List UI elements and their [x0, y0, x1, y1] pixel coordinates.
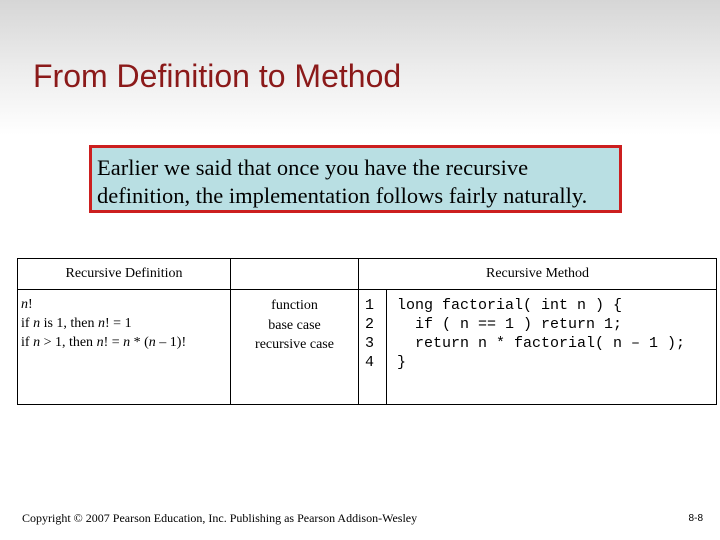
line-number: 1	[365, 297, 375, 314]
case-label-function: function	[271, 298, 318, 313]
definition-line: n!	[21, 297, 33, 312]
case-label-recursive: recursive case	[255, 337, 334, 352]
line-number: 4	[365, 354, 375, 371]
code-cell	[387, 290, 717, 405]
slide-title: From Definition to Method	[33, 58, 402, 94]
case-labels-cell	[231, 290, 359, 405]
callout-box: Earlier we said that once you have the recursive definition, the implementation follows fairly naturally.	[89, 145, 622, 213]
line-numbers-cell	[359, 290, 387, 405]
definition-line: if n is 1, then n! = 1	[21, 316, 132, 331]
case-label-base: base case	[268, 317, 321, 333]
header-blank	[231, 259, 359, 290]
code-line: if ( n == 1 ) return 1;	[397, 316, 623, 333]
code-line: return n * factorial( n – 1 );	[397, 335, 686, 352]
page-number: 8-8	[688, 513, 703, 524]
copyright-footer: Copyright © 2007 Pearson Education, Inc. Publishing as Pearson Addison-Wesley	[22, 511, 418, 525]
code-line: long factorial( int n ) {	[397, 297, 623, 314]
definition-cell	[18, 290, 231, 405]
definition-method-table	[17, 258, 717, 405]
header-recursive-method: Recursive Method	[359, 259, 717, 290]
line-number: 3	[365, 335, 375, 352]
header-recursive-definition: Recursive Definition	[18, 259, 231, 290]
code-line: }	[397, 354, 407, 371]
definition-line: if n > 1, then n! = n * (n – 1)!	[21, 335, 187, 350]
line-number: 2	[365, 316, 375, 333]
